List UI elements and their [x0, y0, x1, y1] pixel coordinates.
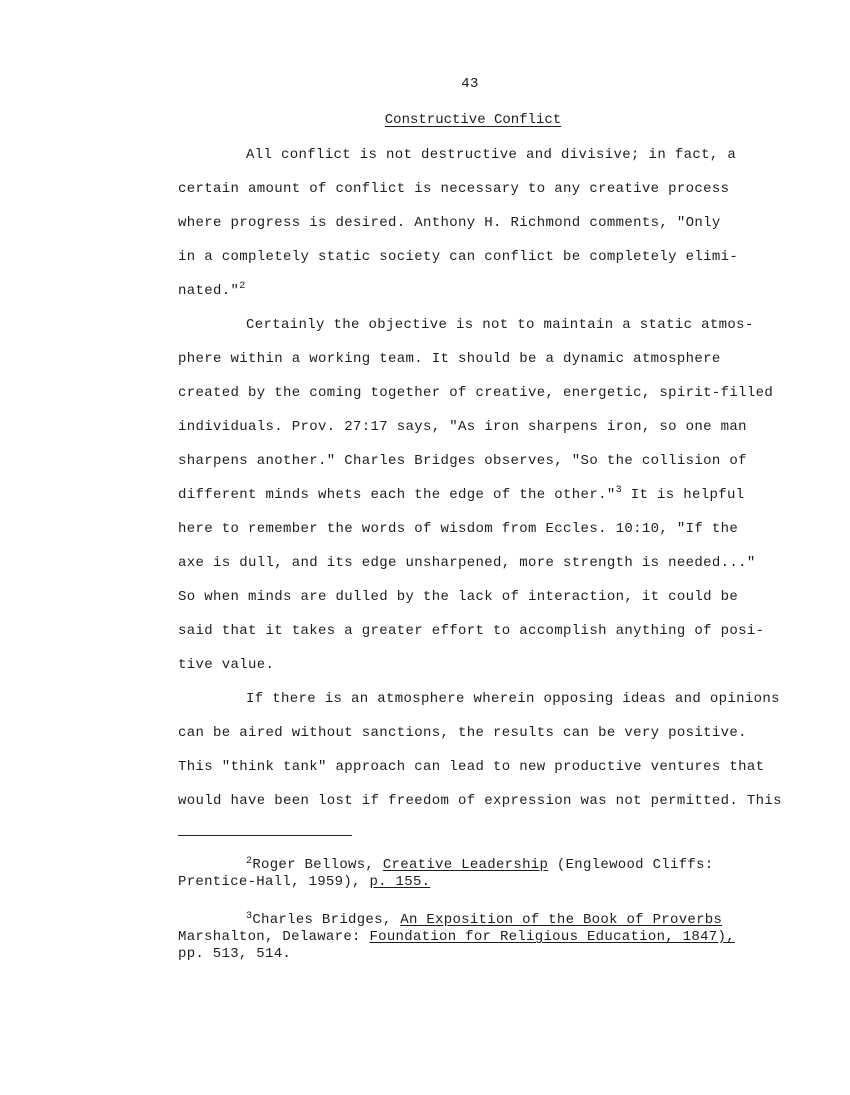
text-line: tive value. [178, 657, 275, 673]
text-line: would have been lost if freedom of expression was not permitted. This [178, 793, 782, 809]
text-line: in a completely static society can conflict be completely elimi- [178, 249, 739, 265]
text-line: certain amount of conflict is necessary to any creative process [178, 181, 730, 197]
footnote-pages: pp. 513, 514. [178, 946, 292, 962]
text-line: said that it takes a greater effort to accomplish anything of posi- [178, 623, 765, 639]
text-line: This "think tank" approach can lead to new productive ventures that [178, 759, 765, 775]
footnote-marker: 3 [246, 911, 253, 922]
footnote-title: An Exposition of the Book of Proverbs [400, 912, 723, 928]
text-line-fragment: nated." [178, 283, 240, 299]
footnote-marker: 2 [246, 856, 253, 867]
text-line: sharpens another." Charles Bridges observes, "So the collision of [178, 453, 747, 469]
text-line: axe is dull, and its edge unsharpened, more strength is needed..." [178, 555, 756, 571]
text-line [178, 281, 246, 301]
footnote-page: p. 155. [369, 874, 431, 890]
text-line: where progress is desired. Anthony H. Richmond comments, "Only [178, 215, 721, 231]
footnote-2 [178, 857, 714, 891]
footnote-title: Creative Leadership [382, 857, 549, 873]
footnote-line [178, 912, 735, 929]
text-line: here to remember the words of wisdom from Eccles. 10:10, "If the [178, 521, 739, 537]
footnote-author: Charles Bridges, [252, 912, 401, 928]
text-line: created by the coming together of creative, energetic, spirit-filled [178, 385, 774, 401]
footnote-publisher: Prentice-Hall, 1959), [178, 874, 370, 890]
footnote-divider [178, 835, 352, 836]
footnote-publisher: Foundation for Religious Education, 1847), [369, 929, 735, 945]
text-line: If there is an atmosphere wherein opposing ideas and opinions [246, 691, 780, 707]
text-line: phere within a working team. It should be a dynamic atmosphere [178, 351, 721, 367]
text-line: Certainly the objective is not to maintain a static atmos- [246, 317, 754, 333]
text-line-fragment: different minds whets each the edge of the other." [178, 487, 616, 503]
page-number: 43 [461, 76, 479, 92]
footnote-ref: 2 [239, 281, 246, 292]
footnote-ref: 3 [615, 485, 622, 496]
text-line: All conflict is not destructive and divisive; in fact, a [246, 147, 737, 163]
text-line: So when minds are dulled by the lack of interaction, it could be [178, 589, 739, 605]
footnote-place: Marshalton, Delaware: [178, 929, 370, 945]
footnote-line [178, 929, 735, 946]
text-line [178, 485, 744, 505]
text-line: individuals. Prov. 27:17 says, "As iron sharpens iron, so one man [178, 419, 747, 435]
footnote-author: Roger Bellows, [252, 857, 383, 873]
text-line: can be aired without sanctions, the results can be very positive. [178, 725, 747, 741]
footnote-3 [178, 912, 735, 963]
section-heading-text: Constructive Conflict [384, 112, 562, 128]
section-heading [0, 112, 850, 128]
footnote-line [178, 874, 714, 891]
text-line-fragment: It is helpful [621, 487, 745, 503]
footnote-publisher: (Englewood Cliffs: [548, 857, 714, 873]
footnote-line [178, 857, 714, 874]
